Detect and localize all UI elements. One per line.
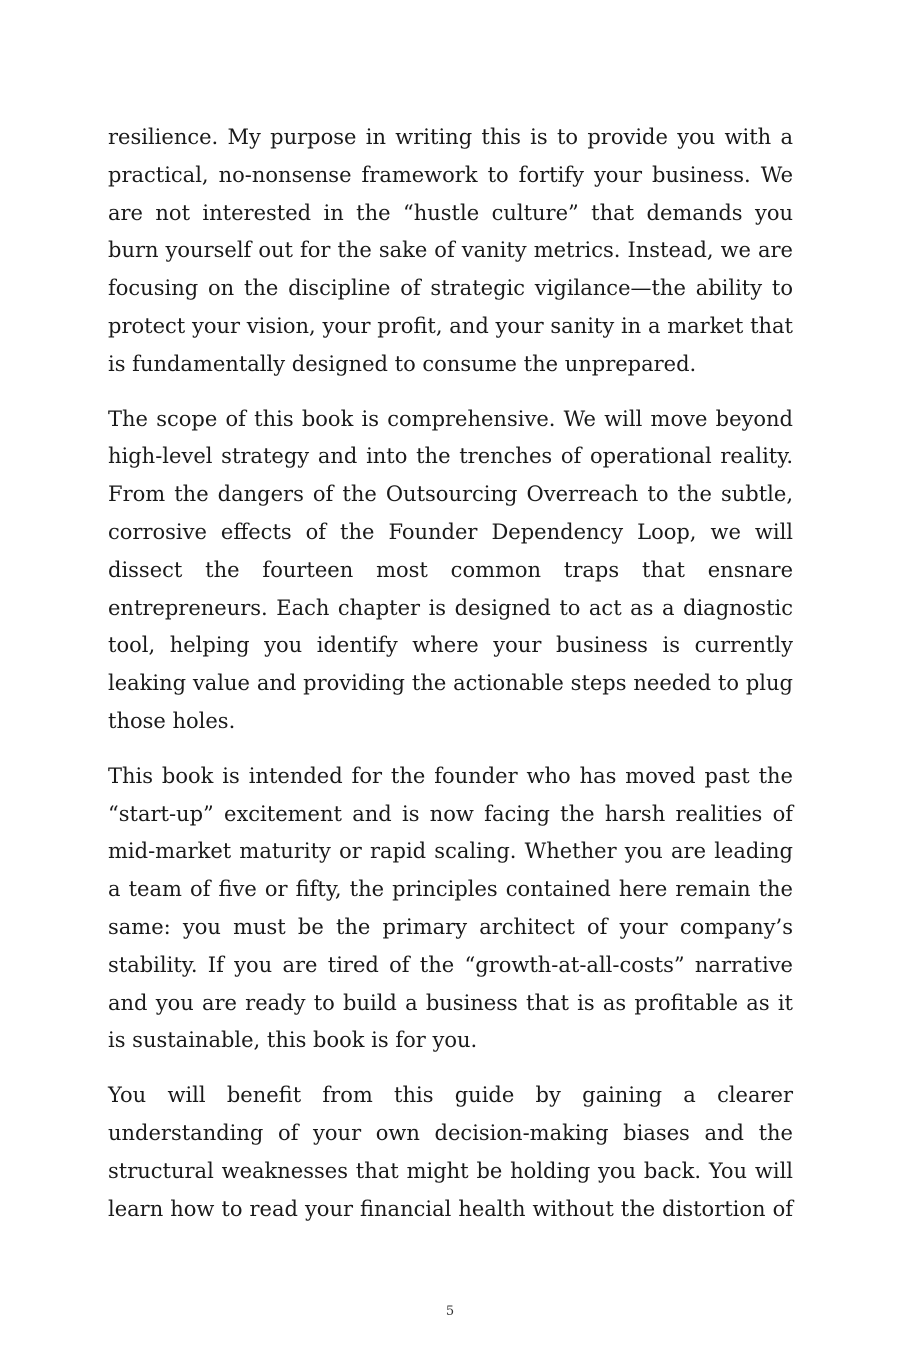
page-number: 5 bbox=[445, 1304, 455, 1319]
paragraph-purpose: resilience. My purpose in writing this is to provide you with a practical, no-nonsense framework to fortify your business. We are not interested in the “hustle culture” that demands you burn yourself out for the sake of vanity metrics. Instead, we are focusing on the discipline of strategic vigilance—the ability to protect your vision, your profit, and your sanity in a market that is fundamentally designed to consume the unprepared. bbox=[108, 125, 793, 376]
paragraph-benefits: You will benefit from this guide by gaining a clearer understanding of your own decision-making biases and the structural weaknesses that might be holding you back. You will learn how to read your financial health without the distortion of bbox=[108, 1083, 793, 1221]
paragraph-audience: This book is intended for the founder who has moved past the “start-up” excitement and is now facing the harsh realities of mid-market maturity or rapid scaling. Whether you are leading a team of five or fifty, the principles contained here remain the same: you must be the primary architect of your company’s stability. If you are tired of the “growth-at-all-costs” narrative and you are ready to build a business that is as profitable as it is sustainable, this book is for you. bbox=[108, 763, 793, 1053]
body-text bbox=[108, 119, 793, 1245]
paragraph-scope: The scope of this book is comprehensive. We will move beyond high-level strategy and into the trenches of operational reality. From the dangers of the Outsourcing Overreach to the subtle, corrosive effects of the Founder Dependency Loop, we will dissect the fourteen most common traps that ensnare entrepreneurs. Each chapter is designed to act as a diagnostic tool, helping you identify where your business is currently leaking value and providing the actionable steps needed to plug those holes. bbox=[108, 406, 793, 733]
